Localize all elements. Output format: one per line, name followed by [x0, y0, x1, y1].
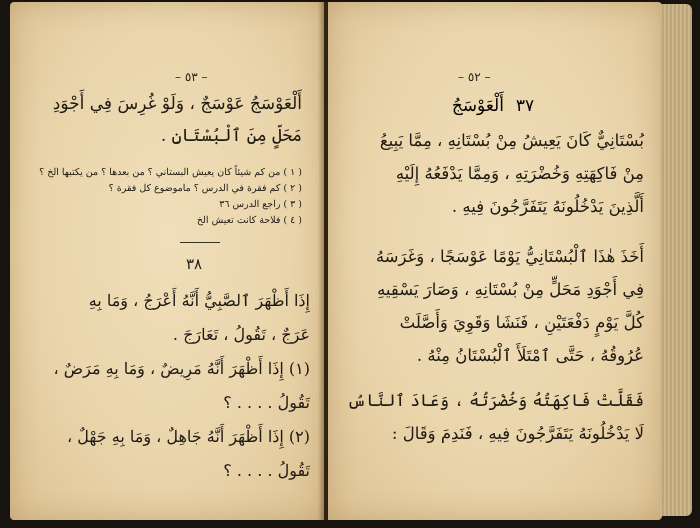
text-line: فِي أَجْوَدِ مَحَلٍّ مِنْ بُسْتَانِهِ ، وَصَارَ يَسْقِيهِ — [377, 280, 644, 299]
question-item: ( ٢ ) كم فقرة في الدرس ؟ ماموضوع كل فقرة ؟ — [108, 183, 302, 194]
paragraph — [344, 124, 644, 223]
lesson-number: ٣٨ — [186, 255, 203, 273]
text-line: عُرُوقُهُ ، حَتَّى ٱمْتَلَأَ ٱلْبُسْتَانُ مِنْهُ . — [416, 346, 644, 365]
text-line: أَلَّذِينَ يَدْخُلُونَهُ يَتَفَرَّجُونَ فِيهِ . — [451, 197, 644, 216]
page-heading — [32, 88, 302, 152]
text-line: كُلَّ يَوْمٍ دَفْعَتَيْنِ ، فَنَشَا وَقَوِيَ وَأَصَّلَتْ — [399, 313, 644, 332]
text-line: لَا يَدْخُلُونَهُ يَتَفَرَّجُونَ فِيهِ ، فَنَدِمَ وَقَالَ : — [391, 424, 644, 443]
heading-line: أَلْعَوْسَجُ عَوْسَجٌ ، وَلَوْ غُرِسَ فِي أَجْوَدِ — [52, 94, 302, 114]
text-line: فَقَلَّتْ فَاكِهَتُهُ وَخُضْرَتُهُ ، وَعَادَ ٱلنَّاسُ — [347, 391, 644, 410]
question-item: ( ١ ) من كم شيئاً كان يعيش البستاني ؟ من بعدها ؟ من يكتبها الخ ؟ — [39, 167, 302, 178]
questions-list — [40, 165, 302, 229]
page-number: – ٥٣ – — [175, 70, 208, 84]
paragraph — [344, 384, 644, 450]
text-line: بُسْتَانِيٌّ كَانَ يَعِيشُ مِنْ بُسْتَانِهِ ، مِمَّا يَبِيعُ — [379, 131, 644, 150]
section-divider — [180, 242, 220, 243]
text-line: أَخَذَ هٰذَا ٱلْبُسْتَانِيُّ يَوْمًا عَوْسَجًا ، وَغَرَسَهُ — [375, 247, 644, 266]
lesson-number: ٣٧ — [515, 96, 535, 116]
text-line: تَقُولُ . . . . ؟ — [223, 393, 310, 412]
text-line: مِنْ فَاكِهَتِهِ وَخُضْرَتِهِ ، وَمِمَّا يَدْفَعُهُ إِلَيْهِ — [395, 164, 644, 183]
text-line: (٢) إِذَا أَظْهَرَ أَنَّهُ جَاهِلٌ ، وَمَا بِهِ جَهْلٌ ، — [67, 427, 310, 446]
heading-line: مَحَلٍّ مِنَ ٱلْبُسْتَانِ . — [160, 126, 302, 146]
lesson-header — [388, 96, 598, 116]
page-number: – ٥٢ – — [458, 70, 491, 84]
lesson-title: أَلْعَوْسَجُ — [451, 96, 504, 116]
text-line: عَرَجٌ ، تَقُولُ ، تَعَارَجَ . — [172, 325, 310, 344]
text-line: تَقُولُ . . . . ؟ — [223, 461, 310, 480]
left-page — [10, 2, 324, 520]
text-line: (١) إِذَا أَظْهَرَ أَنَّهُ مَرِيضٌ ، وَمَا بِهِ مَرَضٌ ، — [53, 359, 310, 378]
question-item: ( ٤ ) فلاحة كانت تعيش الخ — [196, 215, 302, 226]
text-line: إِذَا أَظْهَرَ ٱلصَّبِيُّ أَنَّهُ أَعْرَجُ ، وَمَا بِهِ — [88, 291, 310, 310]
question-item: ( ٣ ) راجع الدرس ٣٦ — [219, 199, 302, 210]
right-page — [328, 2, 662, 520]
paragraph — [344, 240, 644, 372]
page-edges — [660, 4, 692, 516]
exercise-text — [28, 284, 310, 488]
